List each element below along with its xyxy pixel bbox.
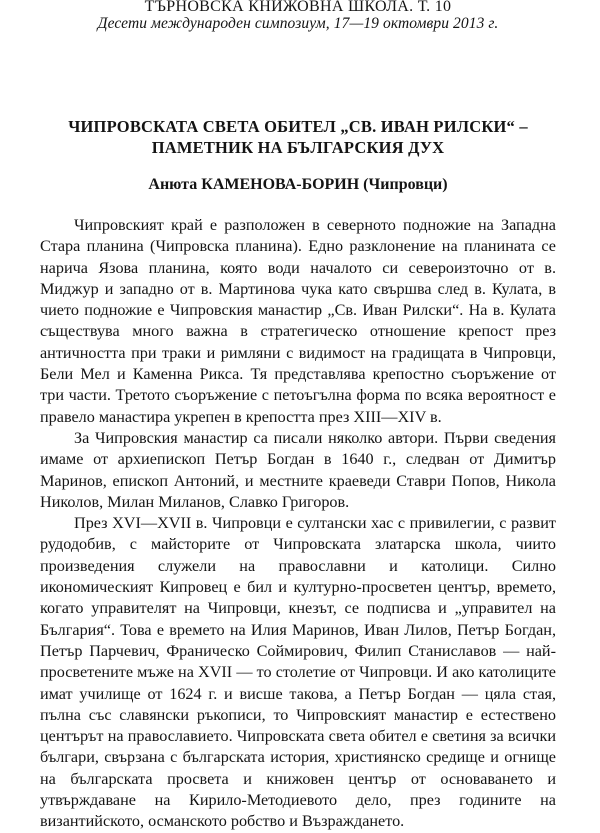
article-author: Анюта КАМЕНОВА-БОРИН (Чипровци) <box>148 176 448 193</box>
running-head-subtitle: Десети международен симпозиум, 17—19 октомври 2013 г. <box>97 15 499 32</box>
article-body <box>40 215 556 833</box>
article-title-line-2: ПАМЕТНИК НА БЪЛГАРСКИЯ ДУХ <box>151 138 445 157</box>
article-title <box>40 116 556 158</box>
article-title-line-1: ЧИПРОВСКАТА СВЕТА ОБИТЕЛ „СВ. ИВАН РИЛСКИ“ – <box>68 117 528 136</box>
body-paragraph: Чипровският край е разположен в северното подножие на Западна Стара планина (Чипровска планина). Едно разклонение на планината се нарича Язова планина, която води началото си североизточно от в. Миджур и западно от в. Мартинова чука като свършва след в. Кулата, в чието подножие е Чипровския манастир „Св. Иван Рилски“. На в. Кулата съществува много важна в стратегическо отношение крепост през античността при траки и римляни с видимост на градищата в Чипровци, Бели Мел и Каменна Рикса. Тя представлява крепостно съоръжение от три части. Третото съоръжение с петоъгълна форма по всяка вероятност е правело манастира укрепен в крепостта през XIII—XIV в. <box>40 216 556 426</box>
body-paragraph: През XVI—XVII в. Чипровци е султански хас с привилегии, с развит рудодобив, с майсторите от Чипровската златарска школа, чиито произведения служели на православни и католици. Силно икономическият Кипровец е бил и културно-просветен център, времето, когато управителят на Чипровци, кнезът, се подписва и „управител на България“. Това е времето на Илия Маринов, Иван Лилов, Петър Богдан, Петър Парчевич, Франическо Соймирович, Филип Станиславов — най-просветените мъже на XVII — то столетие от Чипровци. И ако католиците имат училище от 1624 г. и висше такова, а Петър Богдан — цяла стая, пълна със славянски ръкописи, то Чипровският манастир е естествено центърът на православието. Чипровската света обител е светиня за всички българи, свързана с българската история, християнско средище и огнище на българската просвета и книжовен център от основаването и утвърждаване на Кирило-Методиевото дело, през годините на византийското, османското робство и Възраждането. <box>40 514 556 831</box>
running-head-title: ТЪРНОВСКА КНИЖОВНА ШКОЛА. Т. 10 <box>144 0 452 15</box>
body-paragraph: За Чипровския манастир са писали няколко автори. Първи сведения имаме от архиепископ Петър Богдан в 1640 г., следван от Димитър Маринов, епископ Антоний, и местните краеведи Ставри Попов, Никола Николов, Милан Миланов, Славко Григоров. <box>40 428 556 511</box>
running-head <box>40 0 556 32</box>
